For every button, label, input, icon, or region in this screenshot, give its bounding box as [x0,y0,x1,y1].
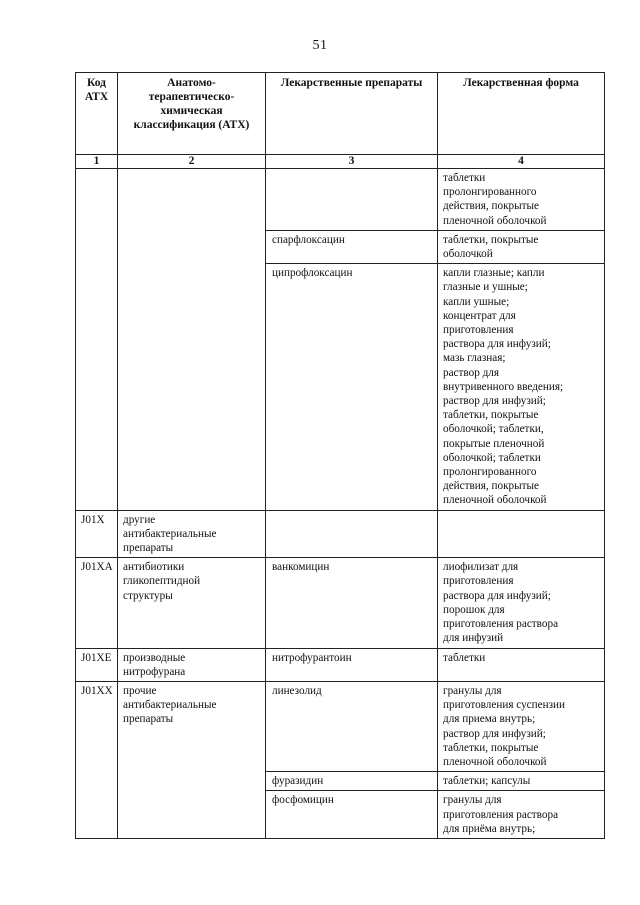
column-number: 4 [438,155,605,169]
dosage-form-cell: капли глазные; капли глазные и ушные; капли ушные; концентрат для приготовления раствора для инфузий; мазь глазная; раствор для внутривенного введения; раствор для инфузий; таблетки, покрытые оболочкой; таблетки, покрытые пленочной оболочкой; таблетки пролонгированного действия, покрытые пленочной оболочкой [438,264,605,510]
dosage-form-cell [438,510,605,558]
drug-cell [266,510,438,558]
column-number-row [76,155,605,169]
header-classification: Анатомо- терапевтическо- химическая классификация (АТХ) [118,73,266,155]
dosage-form-cell: гранулы для приготовления раствора для приёма внутрь; [438,791,605,839]
code-cell: J01XX [76,681,118,838]
dosage-form-cell: таблетки, покрытые оболочкой [438,230,605,263]
dosage-form-cell: таблетки пролонгированного действия, покрытые пленочной оболочкой [438,169,605,231]
table-row [76,681,605,771]
header-drugs: Лекарственные препараты [266,73,438,155]
drug-cell: линезолид [266,681,438,771]
dosage-form-cell: таблетки [438,648,605,681]
classification-cell [118,169,266,511]
header-code: Код АТХ [76,73,118,155]
classification-cell: антибиотики гликопептидной структуры [118,558,266,648]
column-number: 3 [266,155,438,169]
dosage-form-cell: таблетки; капсулы [438,772,605,791]
page-number: 51 [312,38,328,53]
atc-table-container [75,72,605,839]
table-row [76,510,605,558]
drug-cell: нитрофурантоин [266,648,438,681]
drug-cell: фосфомицин [266,791,438,839]
drug-cell: ципрофлоксацин [266,264,438,510]
column-number: 2 [118,155,266,169]
column-number: 1 [76,155,118,169]
code-cell: J01XE [76,648,118,681]
table-header-row [76,73,605,155]
code-cell: J01X [76,510,118,558]
drug-cell: ванкомицин [266,558,438,648]
classification-cell: производные нитрофурана [118,648,266,681]
classification-cell: прочие антибактериальные препараты [118,681,266,838]
code-cell [76,169,118,511]
header-dosage-form: Лекарственная форма [438,73,605,155]
drug-cell [266,169,438,231]
drug-cell: спарфлоксацин [266,230,438,263]
code-cell: J01XA [76,558,118,648]
table-row [76,648,605,681]
table-row [76,169,605,231]
classification-cell: другие антибактериальные препараты [118,510,266,558]
table-row [76,558,605,648]
dosage-form-cell: лиофилизат для приготовления раствора для инфузий; порошок для приготовления раствора для инфузий [438,558,605,648]
dosage-form-cell: гранулы для приготовления суспензии для приема внутрь; раствор для инфузий; таблетки, покрытые пленочной оболочкой [438,681,605,771]
atc-table [75,72,605,839]
drug-cell: фуразидин [266,772,438,791]
